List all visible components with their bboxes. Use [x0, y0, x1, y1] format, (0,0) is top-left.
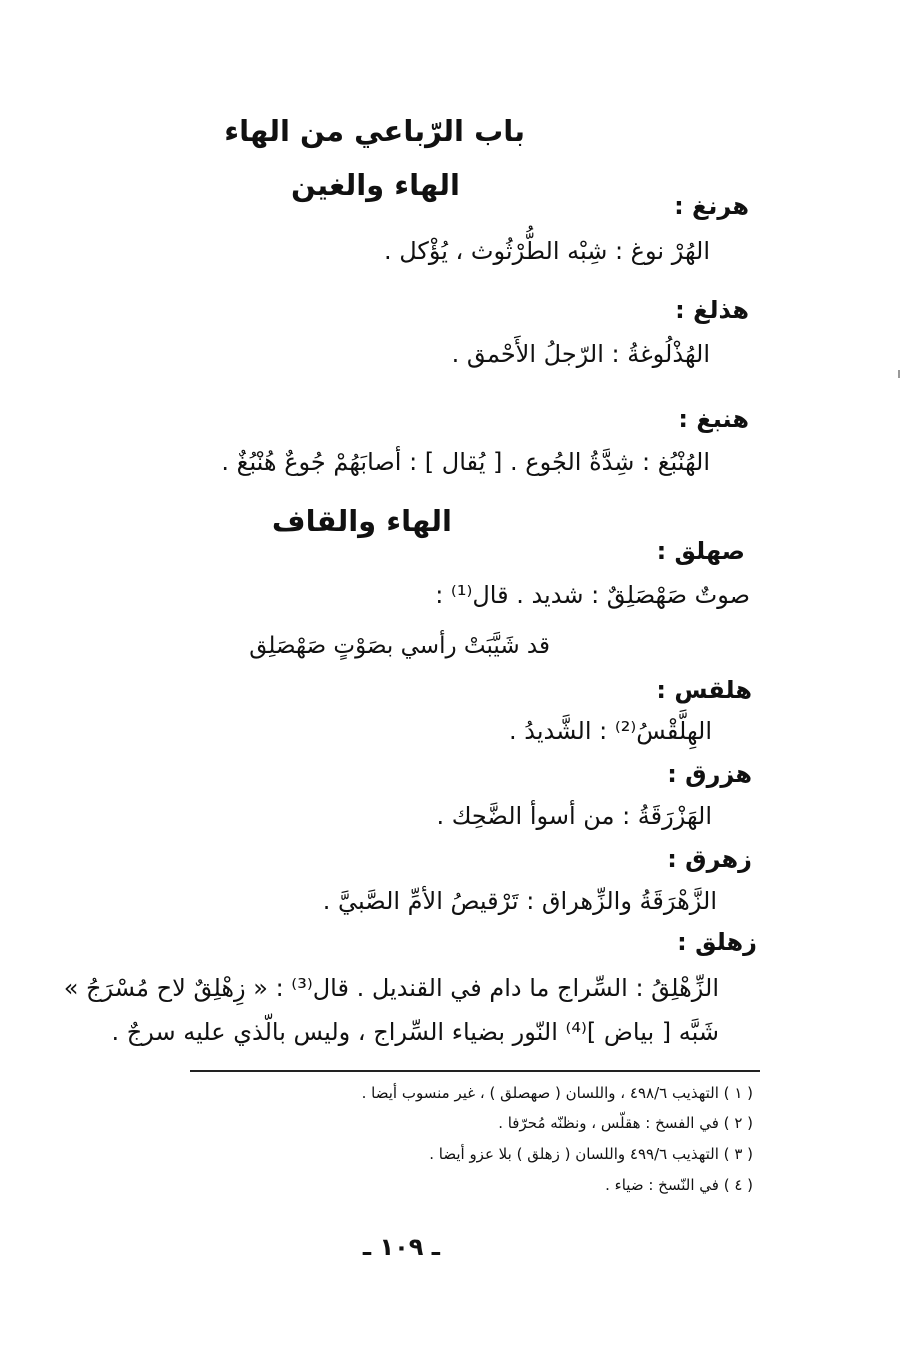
entry-root: هزرق :: [667, 760, 752, 788]
verse-line: قد شَيَّبَتْ رأسي بصَوْتٍ صَهْصَلِق: [249, 633, 550, 659]
entry-definition: صوتٌ صَهْصَلِقٌ : شديد . قال⁽¹⁾ :: [435, 581, 750, 609]
subsection-heading: الهاء والغين: [291, 168, 460, 202]
entry-definition: الهُذْلُوغةُ : الرّجلُ الأَحْمق .: [451, 340, 710, 368]
footnote-separator: [190, 1070, 760, 1072]
subsection-heading: الهاء والقاف: [271, 504, 452, 538]
entry-root: هرنغ :: [674, 192, 749, 220]
footnote: ( ٤ ) في النّسخ : ضياء .: [605, 1176, 753, 1194]
entry-definition: الهِلَّقْسُ⁽²⁾ : الشَّديدُ .: [508, 717, 712, 745]
footnote: ( ٢ ) في الفسخ : هقلّس ، ونظنّه مُحرّفا .: [498, 1114, 753, 1132]
entry-definition: الهَزْرَقَةُ : من أسوأ الضَّحِك .: [436, 802, 712, 830]
entry-root: هذلغ :: [675, 296, 749, 324]
entry-definition: الزَّهْرَقَةُ والزِّهراق : تَرْقيصُ الأمِّ الصَّبيَّ .: [322, 887, 717, 915]
entry-definition: شَبَّه [ بياض ]⁽⁴⁾ النّور بضياء السِّراج ، وليس بالّذي عليه سرجٌ .: [111, 1018, 719, 1046]
footnote: ( ٣ ) التهذيب ٤٩٩/٦ واللسان ( زهلق ) بلا عزو أيضا .: [429, 1145, 753, 1163]
entry-root: صهلق :: [656, 537, 745, 565]
entry-root: هلقس :: [656, 676, 752, 704]
entry-root: هنبغ :: [678, 405, 749, 433]
entry-definition: الهُرْ نوغ : شِبْه الطُّرْثُوث ، يُؤْكل .: [383, 237, 710, 265]
entry-root: زهرق :: [667, 845, 752, 873]
scan-mark: [898, 370, 900, 378]
entry-definition: الهُنْبُغ : شِدَّةُ الجُوع . [ يُقال ] : أصابَهُمْ جُوعٌ هُنْبُغٌ .: [221, 448, 710, 476]
section-title: باب الرّباعي من الهاء: [224, 114, 525, 148]
entry-definition: الزِّهْلِقُ : السِّراج ما دام في القنديل . قال⁽³⁾ : « زِهْلِقٌ لاح مُسْرَجُ »: [63, 974, 719, 1002]
page-number: ـ ١٠٩ ـ: [362, 1233, 440, 1261]
footnote: ( ١ ) التهذيب ٤٩٨/٦ ، واللسان ( صهصلق ) ، غير منسوب أيضا .: [361, 1084, 753, 1102]
entry-root: زهلق :: [677, 928, 757, 956]
